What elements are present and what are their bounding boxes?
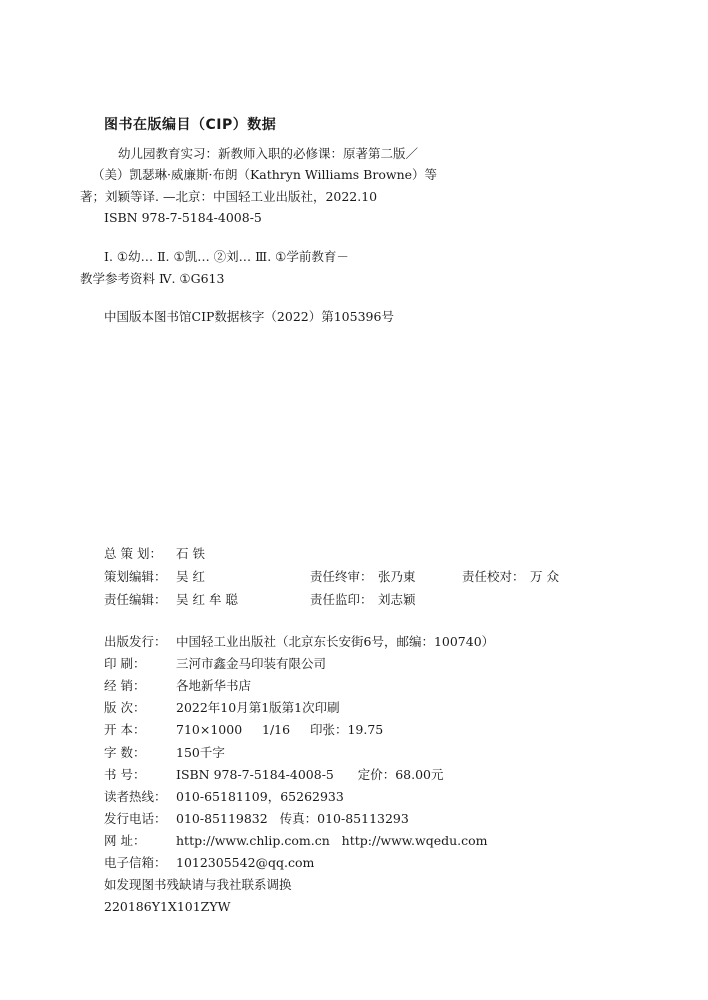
pub-label: 电子信箱：: [104, 855, 167, 870]
pub-row: [104, 636, 494, 649]
final-review-label: 责任终审：: [310, 569, 373, 584]
planning-editor-label: 策划编辑：: [104, 569, 167, 584]
pub-label: 字 数：: [104, 745, 146, 760]
pub-value: 三河市鑫金马印装有限公司: [176, 656, 327, 671]
pub-label: 书 号：: [104, 767, 146, 782]
planner-label: 总 策 划：: [104, 546, 162, 561]
pub-value: 150千字: [176, 745, 225, 760]
pub-label: 网 址：: [104, 833, 146, 848]
notice: 如发现图书残缺请与我社联系调换: [104, 877, 292, 892]
pub-row: [104, 724, 383, 737]
cip-subject-line: 教学参考资料 Ⅳ. ①G613: [80, 271, 225, 286]
pub-label: 开 本：: [104, 722, 146, 737]
cip-entry-line: 幼儿园教育实习：新教师入职的必修课：原著第二版／: [118, 146, 419, 161]
pub-row: [104, 857, 314, 870]
cip-subject-line: Ⅰ. ①幼… Ⅱ. ①凯… ②刘… Ⅲ. ①学前教育－: [104, 249, 349, 264]
pub-row: [104, 658, 326, 671]
cip-verification: 中国版本图书馆CIP数据核字（2022）第105396号: [104, 309, 394, 324]
pub-value: ISBN 978-7-5184-4008-5 定价：68.00元: [176, 767, 444, 782]
planner-name: 石 铁: [176, 546, 205, 561]
credit-row: [104, 594, 416, 607]
pub-value: 010-85119832 传真：010-85113293: [176, 811, 409, 826]
final-review-name: 张乃東: [378, 569, 416, 584]
cip-isbn: ISBN 978-7-5184-4008-5: [104, 210, 262, 225]
pub-row: [104, 747, 225, 760]
planning-editor-name: 吴 红: [176, 569, 205, 584]
pub-row: [104, 769, 444, 782]
pub-value: 2022年10月第1版第1次印刷: [176, 700, 340, 715]
print-supervisor-label: 责任监印：: [310, 592, 373, 607]
pub-value: 710×1000 1/16 印张：19.75: [176, 722, 384, 737]
credit-row: [104, 571, 559, 584]
credit-row: [104, 548, 205, 561]
cip-entry-line: 著；刘颖等译. —北京：中国轻工业出版社，2022.10: [80, 189, 378, 204]
pub-value: 中国轻工业出版社（北京东长安街6号，邮编：100740）: [176, 634, 495, 649]
pub-value: 1012305542@qq.com: [176, 855, 315, 870]
pub-row: [104, 813, 409, 826]
pub-label: 读者热线：: [104, 789, 167, 804]
responsible-editor-name: 吴 红 牟 聪: [176, 592, 238, 607]
pub-label: 发行电话：: [104, 811, 167, 826]
pub-label: 出版发行：: [104, 634, 167, 649]
product-code: 220186Y1X101ZYW: [104, 899, 231, 914]
cip-entry-line: （美）凯瑟琳·威廉斯·布朗（Kathryn Williams Browne）等: [92, 167, 438, 182]
pub-label: 印 刷：: [104, 656, 146, 671]
pub-row: [104, 835, 488, 848]
pub-row: [104, 702, 340, 715]
pub-label: 经 销：: [104, 678, 146, 693]
pub-row: [104, 791, 344, 804]
responsible-editor-label: 责任编辑：: [104, 592, 167, 607]
pub-value: http://www.chlip.com.cn http://www.wqedu.com: [176, 833, 488, 848]
proofreader-name: 万 众: [530, 569, 559, 584]
pub-value: 010-65181109，65262933: [176, 789, 344, 804]
pub-row: [104, 680, 251, 693]
proofreader-label: 责任校对：: [462, 569, 525, 584]
pub-label: 版 次：: [104, 700, 146, 715]
pub-value: 各地新华书店: [176, 678, 252, 693]
cip-heading: 图书在版编目（CIP）数据: [104, 117, 277, 133]
print-supervisor-name: 刘志颖: [378, 592, 416, 607]
